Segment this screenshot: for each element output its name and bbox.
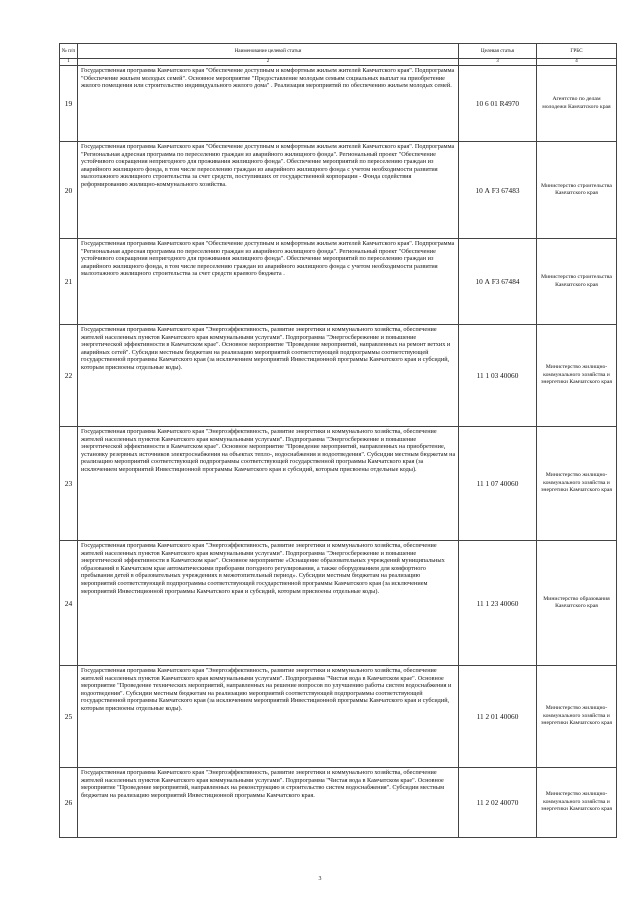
- row-name: Государственная программа Камчатского края "Энергоэффективность, развитие энергетики и коммунального хозяйства, обеспечение жителей населенных пунктов Камчатского края коммунальными услугами". Подпрограмма "Энергосбережение и повышение энергетической эффективности в Камчатском крае". Основное мероприятие «Оснащение образовательных учреждений муниципальных образований в Камчатском крае автоматическими приборами погодного регулирования, а также оборудованием для комфортного пребывания детей в образовательных учреждениях в межотопительный период». Субсидии местным бюджетам на реализацию мероприятий соответствующей подпрограммы соответствующей государственной программы Камчатского края (за исключением мероприятий Инвестиционной программы Камчатского края и субсидий, которым присвоены отдельные коды).: [78, 541, 459, 666]
- table-row: [60, 541, 617, 666]
- row-number: 20: [60, 142, 78, 239]
- column-numbers-row: [60, 59, 617, 66]
- row-code: 10 6 01 R4970: [459, 66, 537, 142]
- table-row: [60, 768, 617, 838]
- row-name: Государственная программа Камчатского края "Энергоэффективность, развитие энергетики и коммунального хозяйства, обеспечение жителей населенных пунктов Камчатского края коммунальными услугами". Подпрограмма "Энергосбережение и повышение энергетической эффективности в Камчатском крае". Основное мероприятие "Проведение мероприятий, направленных на ремонт ветхих и аварийных сетей". Субсидии местным бюджетам на реализацию мероприятий соответствующей подпрограммы соответствующей государственной программы Камчатского края (за исключением мероприятий Инвестиционной программы Камчатского края и субсидий, которым присвоены отдельные коды).: [78, 325, 459, 427]
- table-header-row: [60, 44, 617, 59]
- row-name: Государственная программа Камчатского края "Энергоэффективность, развитие энергетики и коммунального хозяйства, обеспечение жителей населенных пунктов Камчатского края коммунальными услугами". Подпрограмма "Чистая вода в Камчатском крае". Основное мероприятие "Проведение технических мероприятий, направленных на решение вопросов по улучшению работы систем водоснабжения и водоотведения". Субсидии местным бюджетам на реализацию мероприятий соответствующей подпрограммы соответствующей государственной программы Камчатского края (за исключением мероприятий Инвестиционной программы Камчатского края и субсидий, которым присвоены отдельные коды).: [78, 666, 459, 768]
- table-row: [60, 427, 617, 541]
- header-name: Наименование целевой статьи: [78, 44, 459, 59]
- page-number: 3: [318, 876, 322, 882]
- row-grbs: Министерство строительства Камчатского края: [537, 142, 617, 239]
- row-code: 11 1 07 40060: [459, 427, 537, 541]
- column-number: 4: [537, 59, 617, 66]
- document-page: [59, 43, 616, 838]
- row-number: 25: [60, 666, 78, 768]
- row-name: Государственная программа Камчатского края "Обеспечение доступным и комфортным жильем жителей Камчатского края". Подпрограмма "Обеспечение жильем молодых семей". Основное мероприятие "Предоставление молодым семьям социальных выплат на приобретение жилого помещения или строительство индивидуального жилого дома" . Реализация мероприятий по обеспечению жильем молодых семей.: [78, 66, 459, 142]
- row-code: 10 А F3 67484: [459, 239, 537, 325]
- row-number: 26: [60, 768, 78, 838]
- row-grbs: Министерство жилищно-коммунального хозяйства и энергетики Камчатского края: [537, 427, 617, 541]
- target-articles-table: [59, 43, 617, 838]
- row-number: 21: [60, 239, 78, 325]
- header-code: Целевая статья: [459, 44, 537, 59]
- column-number: 3: [459, 59, 537, 66]
- row-grbs: Министерство жилищно-коммунального хозяйства и энергетики Камчатского края: [537, 768, 617, 838]
- row-name: Государственная программа Камчатского края "Обеспечение доступным и комфортным жильем жителей Камчатского края". Подпрограмма "Региональная адресная программа по переселению граждан из аварийного жилищного фонда". Региональный проект "Обеспечение устойчивого сокращения непригодного для проживания жилищного фонда". Обеспечение мероприятий по переселению граждан из аварийного жилищного фонда, в том числе переселению граждан из аварийного жилищного фонда с учетом необходимости развития малоэтажного жилищного строительства за счет средств краевого бюджета .: [78, 239, 459, 325]
- table-row: [60, 142, 617, 239]
- row-code: 11 2 01 40060: [459, 666, 537, 768]
- column-number: 2: [78, 59, 459, 66]
- row-number: 23: [60, 427, 78, 541]
- row-grbs: Агентство по делам молодежи Камчатского края: [537, 66, 617, 142]
- row-name: Государственная программа Камчатского края "Энергоэффективность, развитие энергетики и коммунального хозяйства, обеспечение жителей населенных пунктов Камчатского края коммунальными услугами". Подпрограмма "Чистая вода в Камчатском крае". Основное мероприятие "Проведение мероприятий, направленных на реконструкцию и строительство систем водоснабжения". Субсидии местным бюджетам на реализацию мероприятий Инвестиционной программы Камчатского края.: [78, 768, 459, 838]
- row-grbs: Министерство жилищно-коммунального хозяйства и энергетики Камчатского края: [537, 666, 617, 768]
- row-grbs: Министерство жилищно-коммунального хозяйства и энергетики Камчатского края: [537, 325, 617, 427]
- table-row: [60, 239, 617, 325]
- row-code: 11 1 03 40060: [459, 325, 537, 427]
- row-name: Государственная программа Камчатского края "Энергоэффективность, развитие энергетики и коммунального хозяйства, обеспечение жителей населенных пунктов Камчатского края коммунальными услугами". Подпрограмма "Энергосбережение и повышение энергетической эффективности в Камчатском крае". Основное мероприятие "Проведение мероприятий, направленных на приобретение, установку резервных источников электроснабжения на объектах тепло-, водоснабжения и водоотведения". Субсидии местным бюджетам на реализацию мероприятий соответствующей подпрограммы соответствующей государственной программы Камчатского края (за исключением мероприятий Инвестиционной программы Камчатского края и субсидий, которым присвоены отдельные коды).: [78, 427, 459, 541]
- row-grbs: Министерство строительства Камчатского края: [537, 239, 617, 325]
- table-row: [60, 666, 617, 768]
- column-number: 1: [60, 59, 78, 66]
- table-row: [60, 66, 617, 142]
- row-code: 11 1 23 40060: [459, 541, 537, 666]
- table-row: [60, 325, 617, 427]
- row-name: Государственная программа Камчатского края "Обеспечение доступным и комфортным жильем жителей Камчатского края". Подпрограмма "Региональная адресная программа по переселению граждан из аварийного жилищного фонда". Региональный проект "Обеспечение устойчивого сокращения непригодного для проживания жилищного фонда". Обеспечение мероприятий по переселению граждан из аварийного жилищного фонда, в том числе переселению граждан из аварийного жилищного фонда с учетом необходимости развития малоэтажного жилищного строительства за счет средств, поступивших от государственной корпорации - Фонда содействия реформированию жилищно-коммунального хозяйства.: [78, 142, 459, 239]
- row-grbs: Министерство образования Камчатского края: [537, 541, 617, 666]
- row-code: 10 А F3 67483: [459, 142, 537, 239]
- row-number: 22: [60, 325, 78, 427]
- row-code: 11 2 02 40070: [459, 768, 537, 838]
- row-number: 24: [60, 541, 78, 666]
- header-num: № п/п: [60, 44, 78, 59]
- row-number: 19: [60, 66, 78, 142]
- header-grbs: ГРБС: [537, 44, 617, 59]
